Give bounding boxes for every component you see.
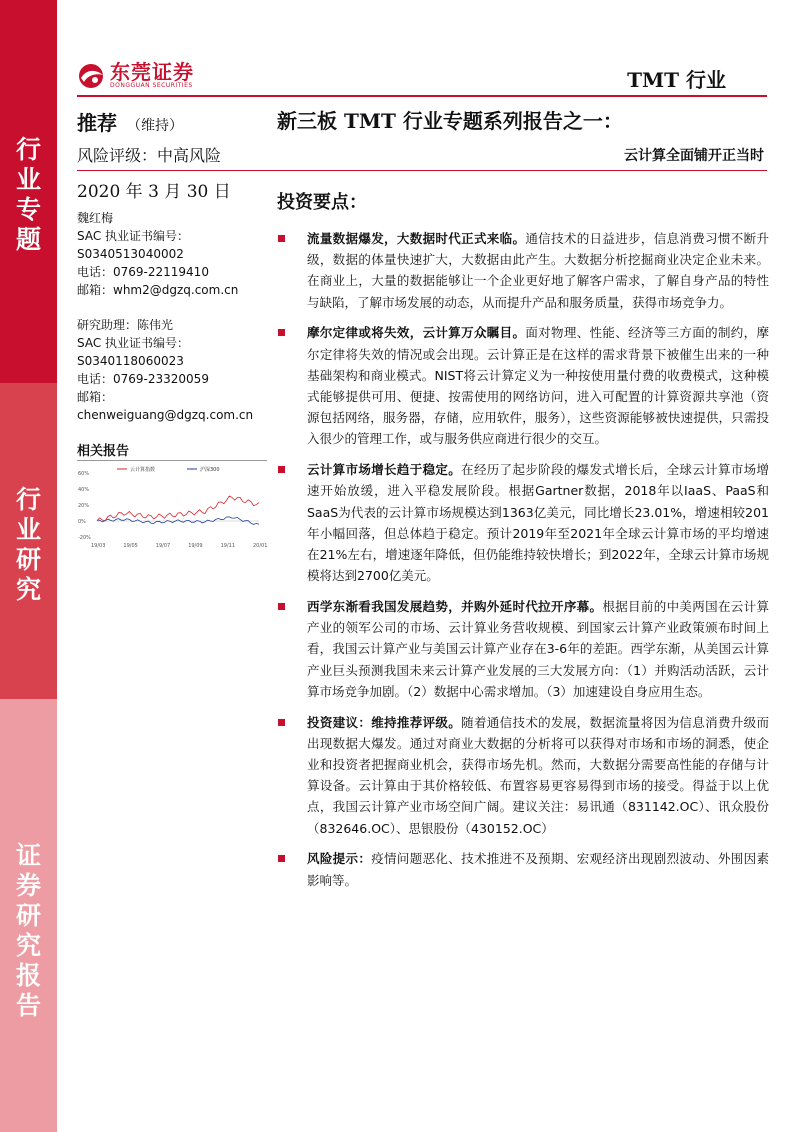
logo-swirl-icon [78, 63, 106, 89]
chart-y-tick-label: 40% [78, 487, 90, 493]
key-point-body: 疫情问题恶化、技术推进不及预期、宏观经济出现剧烈波动、外围因素影响等。 [307, 851, 769, 888]
key-points-heading: 投资要点： [277, 192, 367, 213]
chart-y-tick-label: 20% [78, 503, 90, 509]
header-divider [77, 95, 767, 97]
chart-x-tick-label: 19/11 [220, 543, 236, 549]
analyst-name: 魏红梅 [77, 211, 114, 225]
chart-series-line [97, 517, 259, 525]
analyst-email[interactable]: 邮箱：whm2@dgzq.com.cn [77, 283, 239, 297]
sidebar-label-2: 行业研究 [15, 485, 41, 604]
chart-x-tick-label: 20/01 [253, 543, 267, 549]
bullet-marker-icon [278, 855, 285, 862]
key-point-item [277, 459, 769, 586]
bullet-marker-icon [278, 329, 285, 336]
bullet-marker-icon [278, 603, 285, 610]
analyst-cert-label: SAC 执业证书编号： [77, 229, 190, 243]
analyst-cert: S0340513040002 [77, 247, 184, 261]
key-point-head: 投资建议：维持推荐评级。 [307, 714, 462, 730]
report-subtitle: 云计算全面铺开正当时 [624, 148, 764, 164]
report-title: 新三板 TMT 行业专题系列报告之一： [277, 109, 623, 133]
chart-y-tick-label: -20% [78, 535, 91, 541]
logo-text-cn: 东莞证券 [110, 60, 194, 84]
key-point-head: 流量数据爆发，大数据时代正式来临。 [307, 231, 526, 246]
assistant-name: 研究助理：陈伟光 [77, 318, 174, 332]
key-point-head: 风险提示： [307, 851, 372, 867]
assistant-cert-label: SAC 执业证书编号： [77, 336, 190, 350]
chart-x-tick-label: 19/09 [188, 543, 203, 549]
rating [77, 107, 183, 136]
related-chart-svg [77, 461, 267, 549]
logo-text-en: DONGGUAN SECURITIES [110, 82, 193, 89]
key-point-body: 面对物理、性能、经济等三方面的制约，摩尔定律将失效的情况或会出现。云计算正是在这样的需求背景下被催生出来的一种基础架构和商业模式。NIST将云计算定义为一种按使用量付费的收费模式，这种模式能够提供可用、便捷、按需使用的网络访问，进入可配置的计算资源共享池（资源包括网络，服务器，存储，应用软件，服务），这些资源能够被快速提供，只需投入很少的管理工作，或与服务供应商进行很少的交互。 [307, 325, 769, 447]
rating-value: 推荐 [77, 111, 117, 135]
analyst-phone: 电话：0769-22119410 [77, 265, 209, 279]
rating-note: （维持） [127, 118, 183, 134]
key-point-head: 云计算市场增长趋于稳定。 [307, 462, 462, 478]
chart-x-tick-label: 19/03 [91, 543, 106, 549]
sidebar-segment-2 [0, 383, 57, 699]
chart-x-tick-label: 19/07 [155, 543, 171, 549]
key-point-body: 根据目前的中美两国在云计算产业的领军公司的市场、云计算业务营收规模、到国家云计算产业政策颁布时间上看，我国云计算产业与美国云计算产业存在3-6年的差距。西学东渐，从美国云计算产业巨头预测我国未来云计算产业发展的三大发展方向：（1）并购活动活跃，云计算市场竞争加剧。（2）数据中心需求增加。（3）加速建设自身应用生态。 [307, 599, 769, 699]
chart-x-tick-label: 19/05 [123, 543, 138, 549]
key-point-body: 在经历了起步阶段的爆发式增长后，全球云计算市场增速开始放缓，进入平稳发展阶段。根据Gartner数据，2018年以IaaS、PaaS和SaaS为代表的云计算市场规模达到1363亿美元，同比增长23.01%，增速相较201年小幅回落，但总体趋于稳定。预计2019年至2021年全球云计算市场的平均增速在21%左右，增速逐年降低，但仍能维持较快增长；到2022年，全球云计算市场规模将达到2700亿美元。 [307, 462, 769, 584]
sidebar-label-1: 行业专题 [15, 135, 41, 254]
related-chart [77, 460, 267, 549]
key-point-head: 摩尔定律或将失效，云计算万众瞩目。 [307, 325, 526, 341]
sidebar-segment-1 [0, 0, 57, 383]
bullet-marker-icon [278, 466, 285, 473]
key-point-head: 西学东渐看我国发展趋势，并购外延时代拉开序幕。 [307, 599, 603, 615]
key-point-item [277, 322, 769, 449]
industry-label: TMT 行业 [627, 68, 726, 92]
key-point-body: 通信技术的日益进步，信息消费习惯不断升级，数据的体量快速扩大，大数据由此产生。大数据分析挖掘商业决定企业未来。在商业上，大量的数据能够让一个企业更好地了解客户需求，了解自身产品的特性与缺陷，了解市场发展的动态，从而提升产品和服务质量，获得市场竞争力。 [307, 231, 769, 310]
chart-y-tick-label: 60% [78, 471, 90, 477]
brand-logo [78, 62, 194, 89]
risk-rating: 风险评级：中高风险 [77, 146, 222, 165]
key-points-list [277, 228, 769, 900]
key-point-item [277, 228, 769, 313]
sidebar-label-3: 证券研究报告 [15, 841, 41, 1020]
bullet-marker-icon [278, 719, 285, 726]
key-point-body: 随着通信技术的发展，数据流量将因为信息消费升级而出现数据大爆发。通过对商业大数据的分析将可以获得对市场和市场的洞悉，使企业和投资者把握商业机会，获得市场先机。然而，大数据分需要高性能的存储与计算设备。云计算由于其价格较低、布置容易更容易得到市场的接受。得益于以上优点，我国云计算产业市场空间广阔。建议关注：易讯通（831142.OC）、讯众股份（832646.OC）、思银股份（430152.OC） [307, 714, 769, 836]
assistant-email[interactable]: chenweiguang@dgzq.com.cn [77, 408, 254, 422]
assistant-cert: S0340118060023 [77, 354, 184, 368]
chart-legend-label: 云计算指数 [130, 467, 156, 473]
report-date: 2020 年 3 月 30 日 [77, 182, 231, 202]
sidebar [0, 0, 57, 1132]
analyst-block [77, 209, 238, 299]
chart-legend-label: 沪深300 [200, 467, 220, 473]
bullet-marker-icon [278, 235, 285, 242]
assistant-phone: 电话：0769-23320059 [77, 372, 209, 386]
chart-y-tick-label: 0% [78, 519, 86, 525]
chart-series-line [97, 496, 259, 521]
related-reports-title: 相关报告 [77, 444, 130, 459]
assistant-email-label: 邮箱： [77, 390, 114, 404]
sidebar-segment-3 [0, 699, 57, 1132]
assistant-block [77, 316, 253, 424]
key-point-item [277, 848, 769, 890]
key-point-item [277, 712, 769, 839]
title-divider [77, 170, 767, 171]
key-point-item [277, 596, 769, 702]
